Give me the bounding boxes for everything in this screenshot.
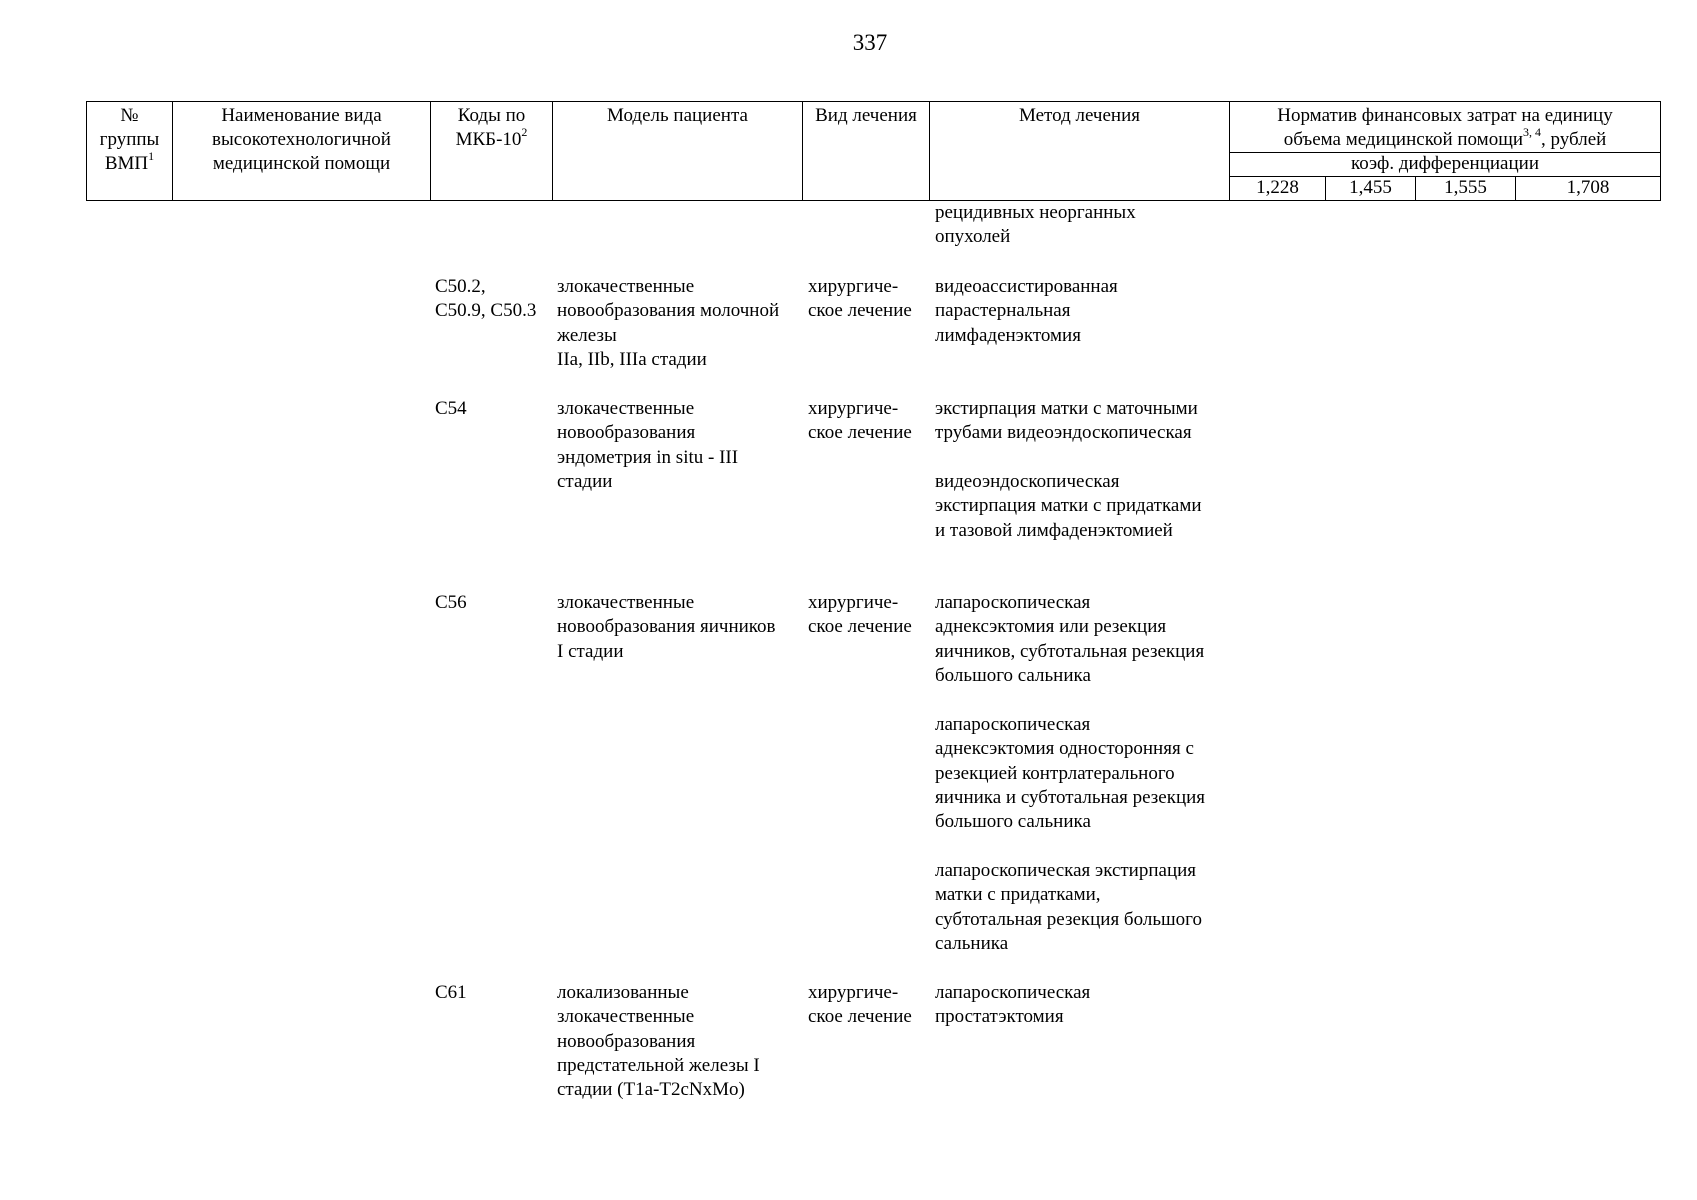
header-patient-model: Модель пациента: [553, 102, 803, 201]
row-c50-model: злокачественные новообразования молочной железы IIa, IIb, IIIa стадии: [557, 276, 780, 370]
row-c50-codes: С50.2, С50.9, С50.3: [435, 276, 537, 322]
row-c50-method: видеоассистированная парастернальная лимфаденэктомия: [935, 276, 1118, 346]
coef-value: 1,228: [1230, 177, 1326, 201]
header-care-type-name: Наименование вида высокотехнологичной медицинской помощи: [173, 102, 431, 201]
row-c56-method-2: лапароскопическая аднексэктомия односторонняя с резекцией контрлатерального яичника и субтотальная резекция большого сальника: [935, 714, 1206, 833]
row-c54-type: хирургиче- ское лечение: [808, 398, 912, 444]
header-icd-codes: Коды по МКБ-$10^2$: [431, 102, 553, 201]
table-header: [86, 101, 1661, 201]
header-treatment-method: Метод лечения: [930, 102, 1230, 201]
method-continuation: рецидивных неорганных опухолей: [935, 202, 1136, 248]
row-c61-type: хирургиче- ское лечение: [808, 982, 912, 1028]
header-coef-label: коэф. дифференциации: [1230, 153, 1661, 177]
row-c61-method: лапароскопическая простатэктомия: [935, 982, 1091, 1028]
coef-value: 1,555: [1416, 177, 1516, 201]
coef-value: 1,708: [1516, 177, 1661, 201]
coef-value: 1,455: [1326, 177, 1416, 201]
row-c56-codes: С56: [435, 592, 467, 613]
row-c54-codes: С54: [435, 398, 467, 419]
row-c54-method-1: экстирпация матки с маточными трубами видеоэндоскопическая: [935, 398, 1198, 444]
row-c56-type: хирургиче- ское лечение: [808, 592, 912, 638]
row-c56-model: злокачественные новообразования яичников I стадии: [557, 592, 776, 662]
header-cost-norm: Норматив финансовых затрат на единицу объема медицинской помощи$^{3, 4}$, рублей: [1230, 102, 1661, 153]
page-number: 337: [852, 30, 888, 55]
row-c56-method-1: лапароскопическая аднексэктомия или резекция яичников, субтотальная резекция большого сальника: [935, 592, 1205, 686]
header-treatment-type: Вид лечения: [803, 102, 930, 201]
row-c50-type: хирургиче- ское лечение: [808, 276, 912, 322]
row-c54-method-2: видеоэндоскопическая экстирпация матки с придатками и тазовой лимфаденэктомией: [935, 471, 1202, 541]
row-c61-model: локализованные злокачественные новообразования предстательной железы I стадии (T1a-T2cNxMo): [557, 982, 760, 1101]
row-c61-codes: С61: [435, 982, 467, 1003]
row-c56-method-3: лапароскопическая экстирпация матки с придатками, субтотальная резекция большого сальника: [935, 860, 1202, 954]
row-c54-model: злокачественные новообразования эндометрия in situ - III стадии: [557, 398, 739, 492]
header-group-number: № группы ВМП$^1$: [87, 102, 173, 201]
